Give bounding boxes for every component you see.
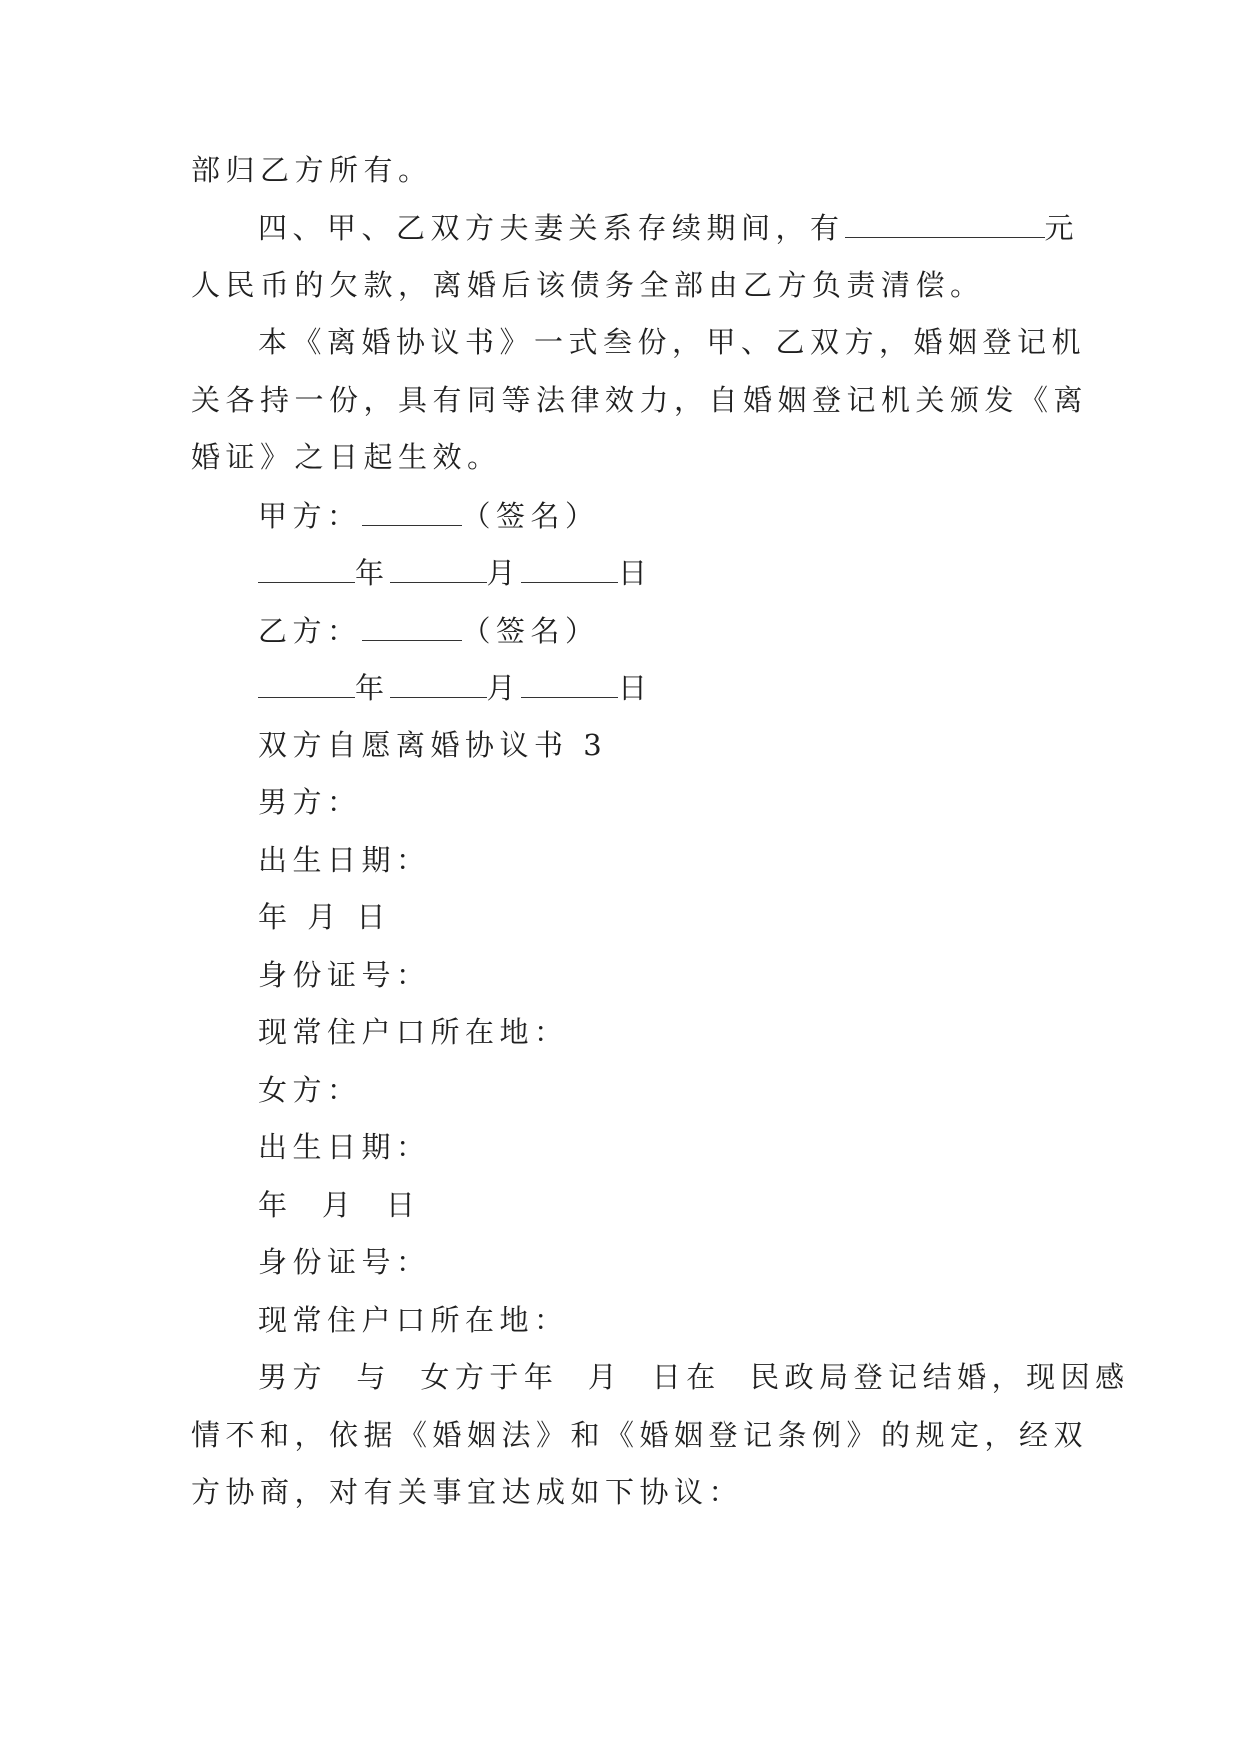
section-heading: 双方自愿离婚协议书 3 — [258, 728, 608, 762]
text-line: 现常住户口所在地： — [258, 1303, 569, 1337]
signature-line-party-a — [258, 495, 1128, 536]
day-blank — [521, 552, 618, 583]
month-blank — [390, 552, 487, 583]
date-line-party-a — [258, 552, 1128, 593]
text-line: 方协商，对有关事宜达成如下协议： — [191, 1475, 744, 1509]
line-text: 甲方： — [258, 499, 362, 533]
line-text: 日 — [618, 556, 653, 590]
text-line: 人民币的欠款，离婚后该债务全部由乙方负责清偿。 — [191, 268, 985, 302]
text-line: 年 月 日 — [258, 900, 391, 934]
text-line: 情不和，依据《婚姻法》和《婚姻登记条例》的规定，经双 — [191, 1418, 1089, 1452]
text-line: 关各持一份，具有同等法律效力，自婚姻登记机关颁发《离 — [191, 383, 1089, 417]
date-line-party-b — [258, 667, 1128, 708]
text-line — [258, 207, 1128, 248]
text-line: 女方： — [258, 1073, 362, 1107]
line-text: 月 — [486, 671, 522, 705]
text-line: 男方： — [258, 785, 362, 819]
text-line: 男方 与 女方于年 月 日在 民政局登记结婚，现因感 — [258, 1360, 1130, 1394]
line-text: 月 — [486, 556, 522, 590]
day-blank — [521, 667, 618, 698]
line-text: 年 — [355, 556, 390, 590]
text-line: 部归乙方所有。 — [191, 153, 433, 187]
text-line: 身份证号： — [258, 958, 431, 992]
signature-blank — [362, 495, 462, 526]
line-text: 元 — [1044, 211, 1080, 245]
text-line: 本《离婚协议书》一式叁份，甲、乙双方，婚姻登记机 — [258, 325, 1087, 359]
text-line: 现常住户口所在地： — [258, 1015, 569, 1049]
signature-line-party-b — [258, 610, 1128, 651]
text-line: 身份证号： — [258, 1245, 431, 1279]
year-blank — [258, 667, 355, 698]
line-text: （签名） — [461, 614, 600, 648]
line-text: （签名） — [461, 499, 600, 533]
line-text: 年 — [355, 671, 390, 705]
signature-blank — [362, 610, 462, 641]
text-line: 年 月 日 — [258, 1188, 421, 1222]
fill-in-blank — [845, 207, 1045, 238]
line-text: 日 — [618, 671, 653, 705]
month-blank — [390, 667, 487, 698]
text-line: 出生日期： — [258, 843, 431, 877]
text-line: 出生日期： — [258, 1130, 431, 1164]
year-blank — [258, 552, 355, 583]
line-text: 四、甲、乙双方夫妻关系存续期间，有 — [258, 211, 845, 245]
line-text: 乙方： — [258, 614, 362, 648]
text-line: 婚证》之日起生效。 — [191, 440, 502, 474]
